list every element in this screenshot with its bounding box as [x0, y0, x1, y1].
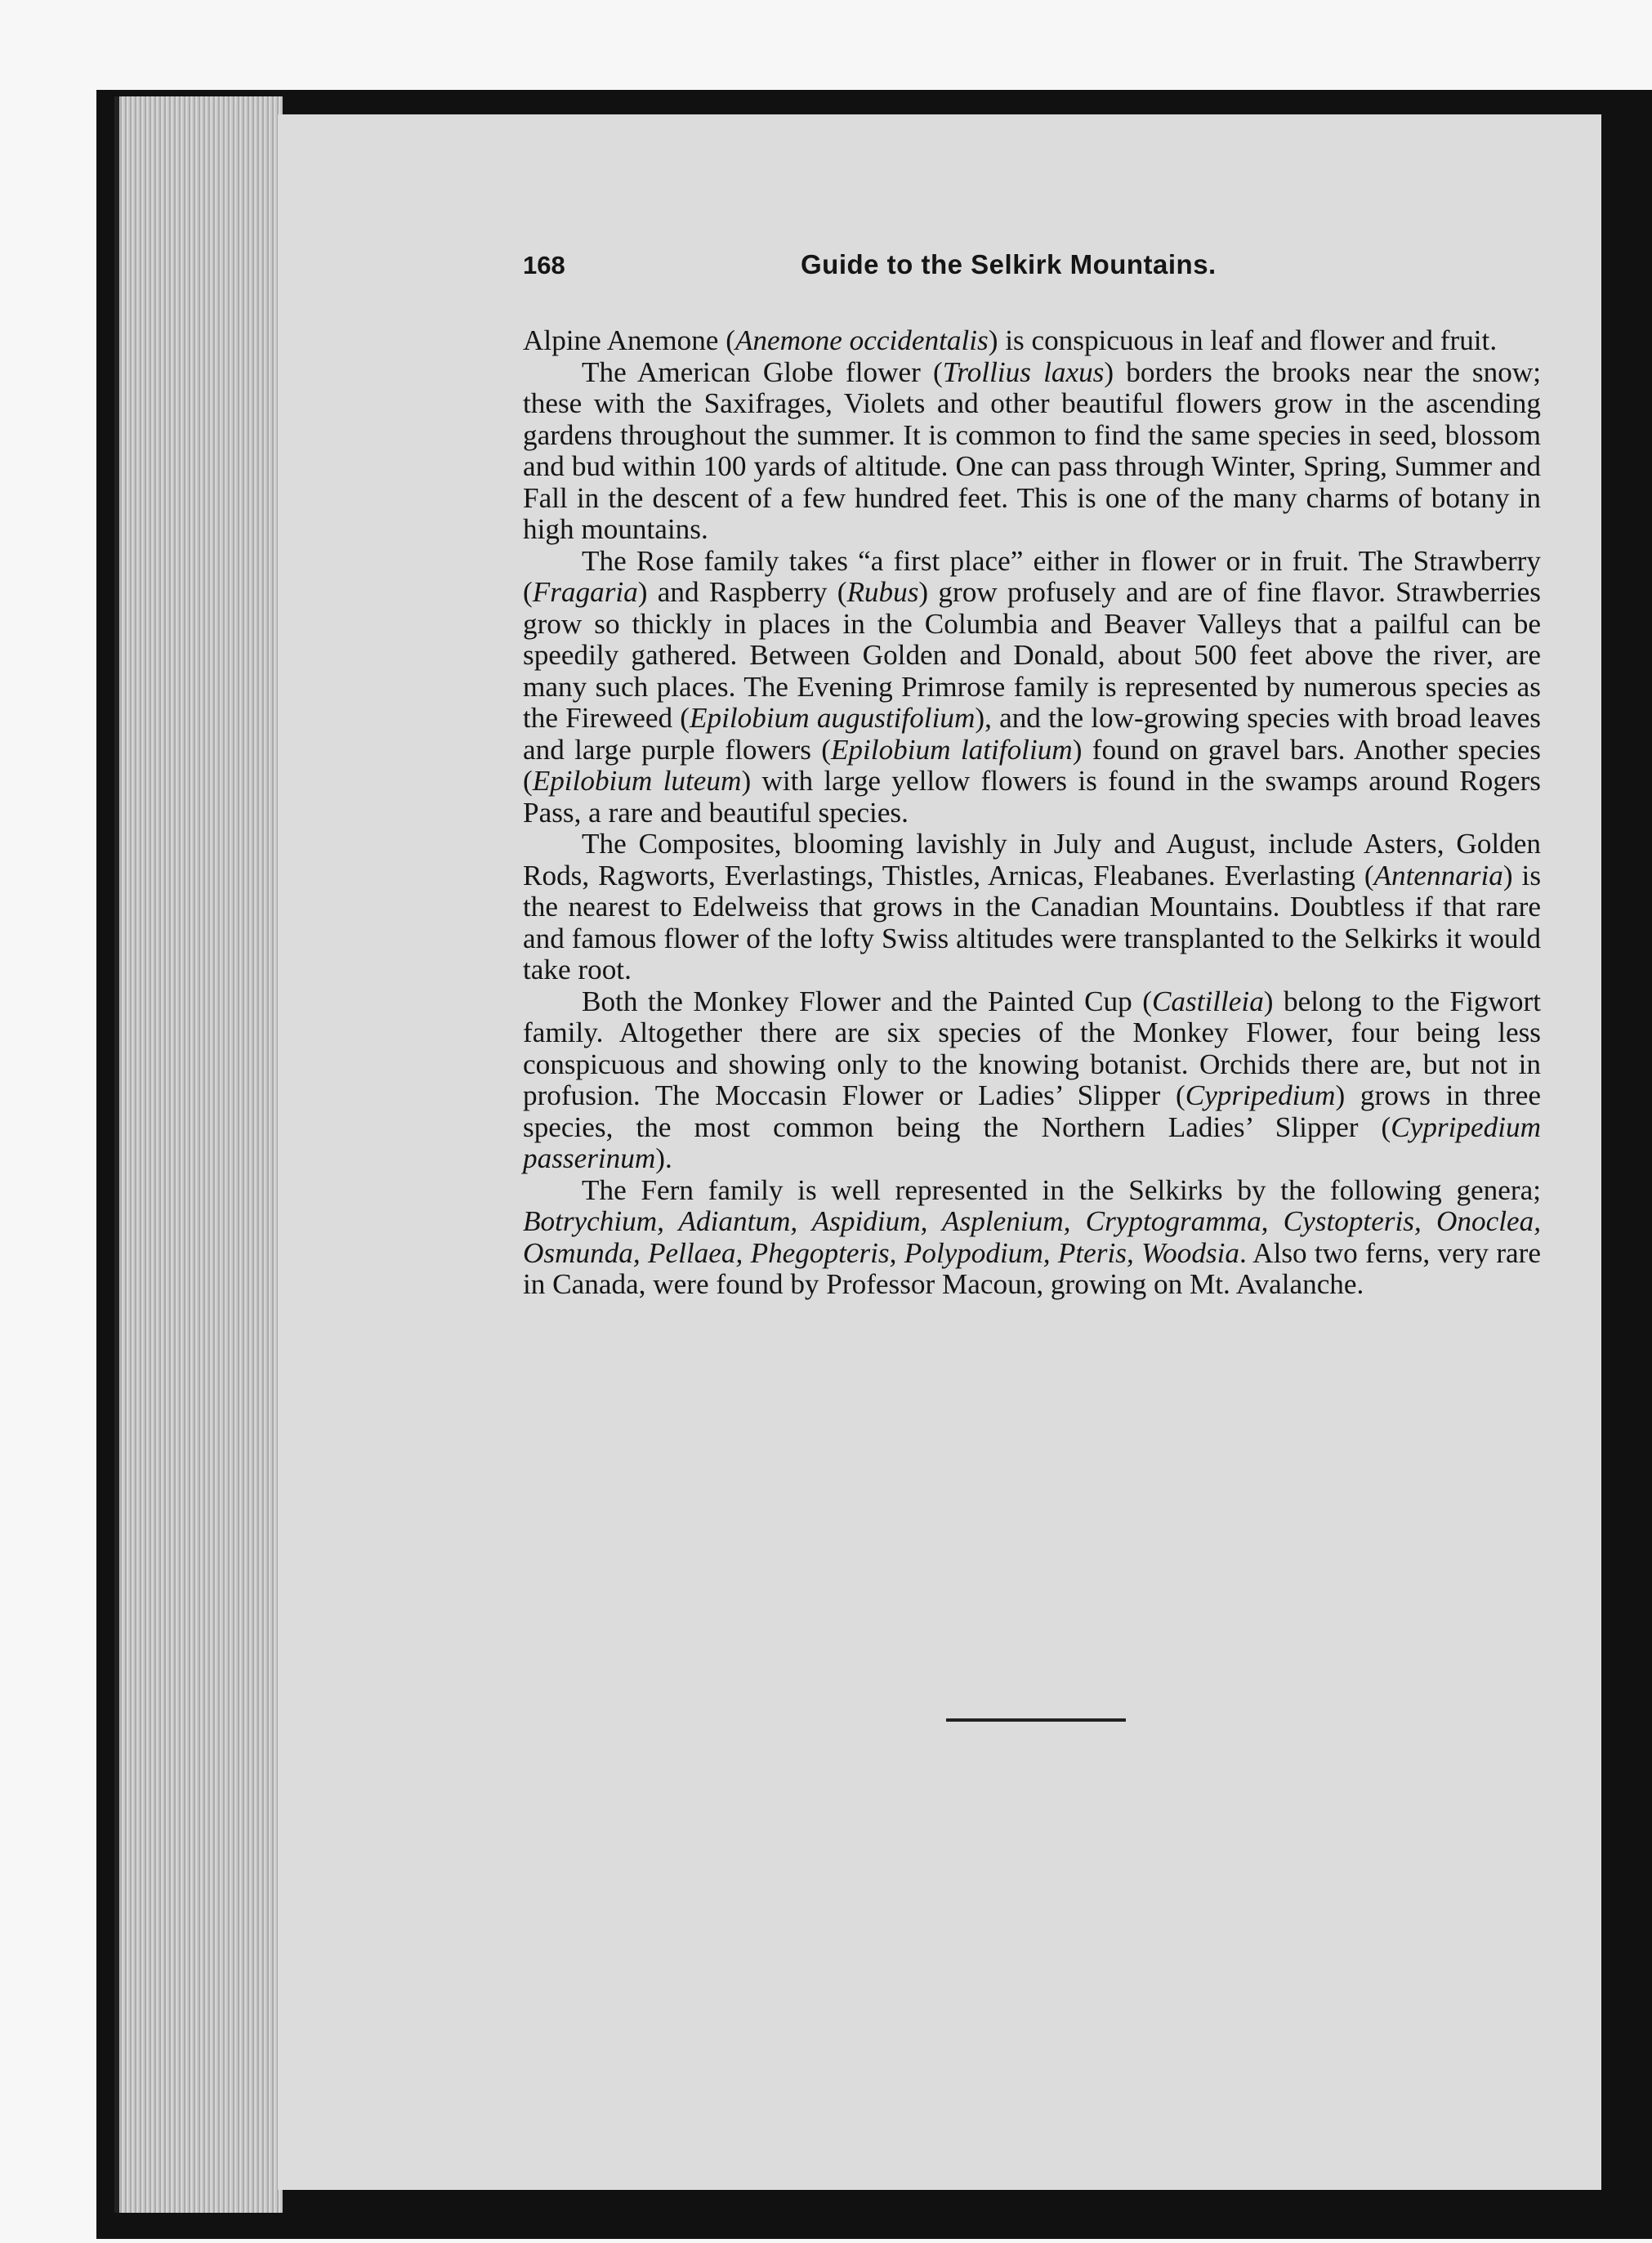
species-name: Rubus — [846, 576, 919, 608]
text-run: ) with large yellow flowers is found in the swamps around Rogers Pass, a rare and beautiful species. — [523, 765, 1541, 829]
text-run: The American Globe flower ( — [582, 355, 943, 388]
species-name: Epilobium augustifolium — [690, 702, 976, 734]
text-run: The Fern family is well represented in the Selkirks by the following genera; — [582, 1173, 1541, 1206]
species-name: Fragaria — [532, 576, 638, 608]
text-run: Both the Monkey Flower and the Painted Cup ( — [582, 985, 1152, 1017]
paragraph-alpine-anemone — [523, 325, 1541, 357]
running-head: Guide to the Selkirk Mountains. — [801, 249, 1217, 279]
text-run: ) is conspicuous in leaf and flower and fruit. — [988, 324, 1498, 356]
body-text — [523, 325, 1541, 1301]
text-run: ) found on gravel bars. Another species ( — [523, 733, 1541, 797]
species-name: Botrychium, Adiantum, Aspidium, Asplenium, Cryptogramma, Cystopteris, Onoclea, Osmunda, Pellaea, Phegopteris, Polypodium, Pteris, Woodsia — [523, 1205, 1541, 1269]
species-name: Epilobium latifolium — [830, 733, 1073, 766]
species-name: Castilleia — [1151, 985, 1264, 1017]
species-name: Trollius laxus — [942, 355, 1105, 388]
paragraph-composites — [523, 829, 1541, 986]
paragraph-rose-family — [523, 546, 1541, 829]
species-name: Cypripedium — [1185, 1079, 1336, 1111]
species-name: Antennaria — [1373, 859, 1503, 891]
text-run: ) is the nearest to Edelweiss that grows in the Canadian Mountains. Doubtless if that rare and famous flower of the lofty Swiss altitudes were transplanted to the Selkirks it would take root. — [523, 859, 1542, 985]
text-run: ). — [655, 1142, 672, 1174]
species-name: Epilobium luteum — [532, 765, 742, 797]
book-page-edges — [114, 96, 283, 2213]
text-run: ) and Raspberry ( — [637, 576, 847, 608]
text-run: ) borders the brooks near the snow; these with the Saxifrages, Violets and other beautiful flowers grow in the ascending gardens throughout the summer. It is common to find the same species in seed, blossom and bud within 100 yards of altitude. One can pass through Winter, Spring, Summer and Fall in the descent of a few hundred feet. This is one of the many charms of botany in high mountains. — [523, 355, 1542, 545]
text-run: ), and the low-growing species with broad leaves and large purple flowers ( — [523, 702, 1541, 766]
paragraph-ferns — [523, 1175, 1541, 1301]
paragraph-figwort — [523, 986, 1541, 1175]
page-number: 168 — [523, 251, 565, 279]
text-run: The Rose family takes “a first place” either in flower or in fruit. The Strawberry ( — [523, 544, 1541, 608]
text-run: ) grow profusely and are of fine flavor. Strawberries grow so thickly in places in the Columbia and Beaver Valleys that a pailful can be speedily gathered. Between Golden and Donald, about 500 feet above the river, are many such places. The Evening Primrose family is represented by numerous species as the Fireweed ( — [523, 576, 1541, 734]
species-name: Anemone occidentalis — [734, 324, 989, 356]
text-run: Alpine Anemone ( — [523, 324, 735, 356]
text-run: ) grows in three species, the most common being the Northern Ladies’ Slipper ( — [523, 1079, 1541, 1143]
section-end-rule — [946, 1718, 1126, 1722]
paragraph-globe-flower — [523, 357, 1541, 546]
text-run: . Also two ferns, very rare in Canada, were found by Professor Macoun, growing on Mt. Avalanche. — [523, 1236, 1541, 1300]
text-run: ) belong to the Figwort family. Altogether there are six species of the Monkey Flower, four being less conspicuous and showing only to the knowing botanist. Orchids there are, but not in profusion. The Moccasin Flower or Ladies’ Slipper ( — [523, 985, 1541, 1111]
text-run: The Composites, blooming lavishly in July and August, include Asters, Golden Rods, Ragworts, Everlastings, Thistles, Arnicas, Fleabanes. Everlasting ( — [523, 828, 1541, 891]
species-name: Cypripedium passerinum — [523, 1110, 1541, 1174]
page-header — [523, 249, 1544, 282]
